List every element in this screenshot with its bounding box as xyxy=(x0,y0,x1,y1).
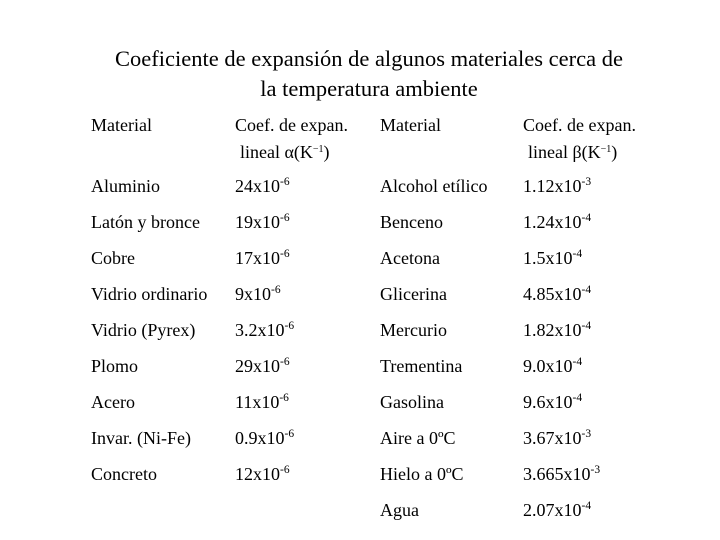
coef-volume-value: $1.5x10^{-4}$ xyxy=(523,248,583,268)
coef-linear-value: $11x10^{-6}$ xyxy=(235,392,289,412)
header-coef-volume-line2: lineal $\beta(K^{-1})$ xyxy=(528,142,618,162)
material-liquid: Agua xyxy=(380,500,419,520)
coef-volume-value: $9.6x10^{-4}$ xyxy=(523,392,583,412)
material-liquid: Glicerina xyxy=(380,284,447,304)
material-solid: Plomo xyxy=(91,356,139,376)
coef-linear-value: $17x10^{-6}$ xyxy=(235,248,290,268)
coef-volume-value: $3.67x10^{-3}$ xyxy=(523,428,592,448)
coef-linear-value: $19x10^{-6}$ xyxy=(235,212,290,232)
material-solid: Acero xyxy=(91,392,135,412)
header-material-2: Material xyxy=(380,115,441,135)
coef-linear-value: $12x10^{-6}$ xyxy=(235,464,290,484)
material-solid: Aluminio xyxy=(91,176,161,196)
coef-volume-value: $9.0x10^{-4}$ xyxy=(523,356,583,376)
material-liquid: Benceno xyxy=(380,212,443,232)
material-solid: Latón y bronce xyxy=(91,212,200,232)
material-liquid: Trementina xyxy=(380,356,463,376)
coef-linear-value: $0.9x10^{-6}$ xyxy=(235,428,295,448)
coef-volume-value: $1.82x10^{-4}$ xyxy=(523,320,592,340)
material-liquid: Acetona xyxy=(380,248,440,268)
material-solid: Vidrio ordinario xyxy=(91,284,208,304)
material-solid: Invar. (Ni-Fe) xyxy=(91,428,191,448)
header-coef-linear-line2: lineal $\alpha(K^{-1})$ xyxy=(240,142,330,162)
coef-linear-value: $29x10^{-6}$ xyxy=(235,356,290,376)
title-line-2: la temperatura ambiente xyxy=(260,76,478,101)
material-solid: Cobre xyxy=(91,248,135,268)
title-line-1: Coeficiente de expansión de algunos materiales cerca de xyxy=(115,46,623,71)
material-solid: Concreto xyxy=(91,464,157,484)
material-liquid: Aire a 0ºC xyxy=(380,428,456,448)
coef-volume-value: $4.85x10^{-4}$ xyxy=(523,284,592,304)
material-liquid: Mercurio xyxy=(380,320,447,340)
material-liquid: Gasolina xyxy=(380,392,444,412)
header-coef-volume-line1: Coef. de expan. xyxy=(523,115,636,135)
material-liquid: Hielo a 0ºC xyxy=(380,464,464,484)
coef-linear-value: $3.2x10^{-6}$ xyxy=(235,320,295,340)
page-title xyxy=(0,44,720,104)
coef-linear-value: $24x10^{-6}$ xyxy=(235,176,290,196)
header-material-1: Material xyxy=(91,115,152,135)
coef-volume-value: $1.12x10^{-3}$ xyxy=(523,176,592,196)
coef-volume-value: $2.07x10^{-4}$ xyxy=(523,500,592,520)
header-coef-linear-line1: Coef. de expan. xyxy=(235,115,348,135)
coef-volume-value: $3.665x10^{-3}$ xyxy=(523,464,601,484)
material-solid: Vidrio (Pyrex) xyxy=(91,320,196,340)
coef-volume-value: $1.24x10^{-4}$ xyxy=(523,212,592,232)
material-liquid: Alcohol etílico xyxy=(380,176,488,196)
coef-linear-value: $9x10^{-6}$ xyxy=(235,284,281,304)
